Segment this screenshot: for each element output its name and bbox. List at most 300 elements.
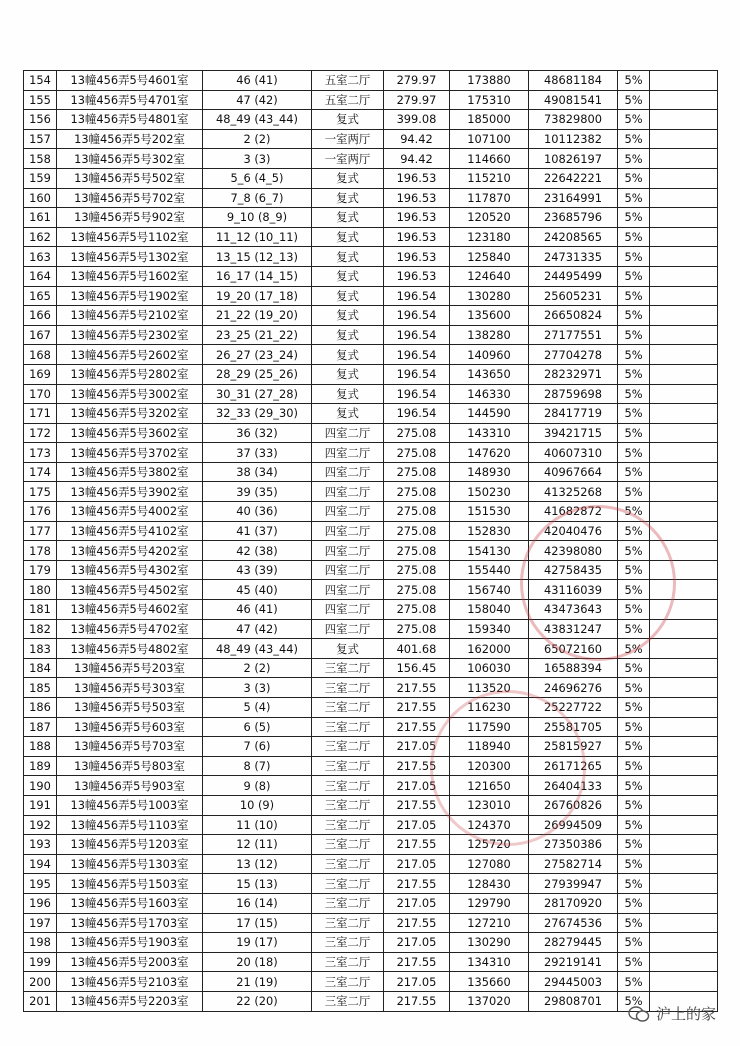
area-cell: 275.08 <box>384 502 450 522</box>
layout-type-cell: 复式 <box>312 188 384 208</box>
floor-cell: 12 (11) <box>203 835 312 855</box>
blank-cell <box>650 266 718 286</box>
table-row <box>24 266 718 286</box>
floor-cell: 9_10 (8_9) <box>203 208 312 228</box>
layout-type-cell: 四室二厅 <box>312 560 384 580</box>
table-row <box>24 423 718 443</box>
total-price-cell: 25227722 <box>529 698 618 718</box>
table-row <box>24 188 718 208</box>
layout-type-cell: 三室二厅 <box>312 756 384 776</box>
room-address-cell: 13幢456弄5号1902室 <box>57 286 203 306</box>
area-cell: 196.53 <box>384 208 450 228</box>
total-price-cell: 25815927 <box>529 737 618 757</box>
rate-cell: 5% <box>618 913 650 933</box>
area-cell: 275.08 <box>384 521 450 541</box>
table-row <box>24 678 718 698</box>
area-cell: 217.55 <box>384 678 450 698</box>
layout-type-cell: 三室二厅 <box>312 913 384 933</box>
blank-cell <box>650 698 718 718</box>
unit-price-cell: 140960 <box>450 345 529 365</box>
rate-cell: 5% <box>618 462 650 482</box>
area-cell: 279.97 <box>384 71 450 91</box>
layout-type-cell: 复式 <box>312 286 384 306</box>
area-cell: 196.54 <box>384 345 450 365</box>
unit-price-cell: 143310 <box>450 423 529 443</box>
unit-price-cell: 159340 <box>450 619 529 639</box>
table-row <box>24 991 718 1011</box>
floor-cell: 39 (35) <box>203 482 312 502</box>
area-cell: 217.55 <box>384 874 450 894</box>
table-row <box>24 482 718 502</box>
layout-type-cell: 复式 <box>312 266 384 286</box>
row-index-cell: 177 <box>24 521 57 541</box>
rate-cell: 5% <box>618 580 650 600</box>
unit-price-cell: 115210 <box>450 168 529 188</box>
blank-cell <box>650 541 718 561</box>
row-index-cell: 191 <box>24 795 57 815</box>
row-index-cell: 168 <box>24 345 57 365</box>
floor-cell: 46 (41) <box>203 71 312 91</box>
layout-type-cell: 三室二厅 <box>312 991 384 1011</box>
table-row <box>24 874 718 894</box>
unit-price-cell: 120520 <box>450 208 529 228</box>
total-price-cell: 10826197 <box>529 149 618 169</box>
row-index-cell: 199 <box>24 952 57 972</box>
unit-price-cell: 116230 <box>450 698 529 718</box>
row-index-cell: 197 <box>24 913 57 933</box>
unit-price-cell: 128430 <box>450 874 529 894</box>
total-price-cell: 26171265 <box>529 756 618 776</box>
table-row <box>24 756 718 776</box>
blank-cell <box>650 521 718 541</box>
total-price-cell: 24495499 <box>529 266 618 286</box>
row-index-cell: 189 <box>24 756 57 776</box>
row-index-cell: 181 <box>24 600 57 620</box>
row-index-cell: 169 <box>24 364 57 384</box>
row-index-cell: 160 <box>24 188 57 208</box>
row-index-cell: 190 <box>24 776 57 796</box>
floor-cell: 17 (15) <box>203 913 312 933</box>
layout-type-cell: 三室二厅 <box>312 795 384 815</box>
area-cell: 196.54 <box>384 364 450 384</box>
table-row <box>24 737 718 757</box>
area-cell: 217.05 <box>384 737 450 757</box>
layout-type-cell: 复式 <box>312 168 384 188</box>
rate-cell: 5% <box>618 423 650 443</box>
floor-cell: 11_12 (10_11) <box>203 227 312 247</box>
area-cell: 275.08 <box>384 462 450 482</box>
unit-price-cell: 124370 <box>450 815 529 835</box>
total-price-cell: 23685796 <box>529 208 618 228</box>
total-price-cell: 43831247 <box>529 619 618 639</box>
room-address-cell: 13幢456弄5号2802室 <box>57 364 203 384</box>
table-row <box>24 325 718 345</box>
area-cell: 217.05 <box>384 815 450 835</box>
rate-cell: 5% <box>618 247 650 267</box>
unit-price-cell: 135600 <box>450 306 529 326</box>
floor-cell: 16 (14) <box>203 893 312 913</box>
layout-type-cell: 复式 <box>312 384 384 404</box>
room-address-cell: 13幢456弄5号2602室 <box>57 345 203 365</box>
rate-cell: 5% <box>618 502 650 522</box>
table-row <box>24 815 718 835</box>
room-address-cell: 13幢456弄5号502室 <box>57 168 203 188</box>
table-row <box>24 462 718 482</box>
layout-type-cell: 复式 <box>312 247 384 267</box>
total-price-cell: 48681184 <box>529 71 618 91</box>
room-address-cell: 13幢456弄5号3902室 <box>57 482 203 502</box>
unit-price-cell: 129790 <box>450 893 529 913</box>
room-address-cell: 13幢456弄5号2203室 <box>57 991 203 1011</box>
row-index-cell: 157 <box>24 129 57 149</box>
blank-cell <box>650 227 718 247</box>
unit-price-cell: 155440 <box>450 560 529 580</box>
area-cell: 217.55 <box>384 795 450 815</box>
table-row <box>24 541 718 561</box>
table-row <box>24 717 718 737</box>
total-price-cell: 27177551 <box>529 325 618 345</box>
room-address-cell: 13幢456弄5号4102室 <box>57 521 203 541</box>
total-price-cell: 42040476 <box>529 521 618 541</box>
unit-price-cell: 162000 <box>450 639 529 659</box>
floor-cell: 3 (3) <box>203 149 312 169</box>
total-price-cell: 29219141 <box>529 952 618 972</box>
blank-cell <box>650 560 718 580</box>
total-price-cell: 28232971 <box>529 364 618 384</box>
row-index-cell: 193 <box>24 835 57 855</box>
row-index-cell: 198 <box>24 933 57 953</box>
row-index-cell: 178 <box>24 541 57 561</box>
area-cell: 94.42 <box>384 129 450 149</box>
blank-cell <box>650 874 718 894</box>
rate-cell: 5% <box>618 815 650 835</box>
total-price-cell: 26760826 <box>529 795 618 815</box>
room-address-cell: 13幢456弄5号1102室 <box>57 227 203 247</box>
row-index-cell: 194 <box>24 854 57 874</box>
total-price-cell: 25605231 <box>529 286 618 306</box>
row-index-cell: 180 <box>24 580 57 600</box>
rate-cell: 5% <box>618 168 650 188</box>
room-address-cell: 13幢456弄5号1203室 <box>57 835 203 855</box>
room-address-cell: 13幢456弄5号902室 <box>57 208 203 228</box>
blank-cell <box>650 325 718 345</box>
layout-type-cell: 复式 <box>312 110 384 130</box>
blank-cell <box>650 854 718 874</box>
area-cell: 196.54 <box>384 286 450 306</box>
row-index-cell: 156 <box>24 110 57 130</box>
room-address-cell: 13幢456弄5号4801室 <box>57 110 203 130</box>
area-cell: 217.55 <box>384 913 450 933</box>
total-price-cell: 24696276 <box>529 678 618 698</box>
table-row <box>24 71 718 91</box>
row-index-cell: 187 <box>24 717 57 737</box>
floor-cell: 7_8 (6_7) <box>203 188 312 208</box>
table-row <box>24 208 718 228</box>
total-price-cell: 40607310 <box>529 443 618 463</box>
area-cell: 217.55 <box>384 991 450 1011</box>
rate-cell: 5% <box>618 698 650 718</box>
layout-type-cell: 三室二厅 <box>312 893 384 913</box>
layout-type-cell: 三室二厅 <box>312 717 384 737</box>
total-price-cell: 41325268 <box>529 482 618 502</box>
rate-cell: 5% <box>618 835 650 855</box>
layout-type-cell: 三室二厅 <box>312 815 384 835</box>
area-cell: 196.53 <box>384 266 450 286</box>
total-price-cell: 28170920 <box>529 893 618 913</box>
floor-cell: 13_15 (12_13) <box>203 247 312 267</box>
table-row <box>24 404 718 424</box>
table-row <box>24 952 718 972</box>
layout-type-cell: 三室二厅 <box>312 933 384 953</box>
area-cell: 275.08 <box>384 423 450 443</box>
room-address-cell: 13幢456弄5号1602室 <box>57 266 203 286</box>
rate-cell: 5% <box>618 991 650 1011</box>
total-price-cell: 25581705 <box>529 717 618 737</box>
blank-cell <box>650 893 718 913</box>
area-cell: 275.08 <box>384 580 450 600</box>
unit-price-cell: 118940 <box>450 737 529 757</box>
layout-type-cell: 四室二厅 <box>312 423 384 443</box>
floor-cell: 48_49 (43_44) <box>203 110 312 130</box>
total-price-cell: 27674536 <box>529 913 618 933</box>
area-cell: 196.53 <box>384 227 450 247</box>
unit-price-cell: 106030 <box>450 658 529 678</box>
layout-type-cell: 一室两厅 <box>312 149 384 169</box>
unit-price-cell: 124640 <box>450 266 529 286</box>
total-price-cell: 27704278 <box>529 345 618 365</box>
floor-cell: 5_6 (4_5) <box>203 168 312 188</box>
rate-cell: 5% <box>618 600 650 620</box>
table-row <box>24 345 718 365</box>
table-row <box>24 854 718 874</box>
room-address-cell: 13幢456弄5号1302室 <box>57 247 203 267</box>
total-price-cell: 28759698 <box>529 384 618 404</box>
row-index-cell: 163 <box>24 247 57 267</box>
blank-cell <box>650 737 718 757</box>
floor-cell: 42 (38) <box>203 541 312 561</box>
unit-price-cell: 125840 <box>450 247 529 267</box>
total-price-cell: 27350386 <box>529 835 618 855</box>
blank-cell <box>650 188 718 208</box>
area-cell: 217.05 <box>384 972 450 992</box>
table-row <box>24 600 718 620</box>
blank-cell <box>650 952 718 972</box>
unit-price-cell: 130290 <box>450 933 529 953</box>
area-cell: 196.54 <box>384 306 450 326</box>
room-address-cell: 13幢456弄5号4302室 <box>57 560 203 580</box>
area-cell: 196.53 <box>384 188 450 208</box>
row-index-cell: 179 <box>24 560 57 580</box>
rate-cell: 5% <box>618 71 650 91</box>
layout-type-cell: 复式 <box>312 325 384 345</box>
row-index-cell: 166 <box>24 306 57 326</box>
area-cell: 275.08 <box>384 619 450 639</box>
layout-type-cell: 复式 <box>312 306 384 326</box>
layout-type-cell: 四室二厅 <box>312 521 384 541</box>
total-price-cell: 26994509 <box>529 815 618 835</box>
blank-cell <box>650 247 718 267</box>
total-price-cell: 39421715 <box>529 423 618 443</box>
layout-type-cell: 复式 <box>312 639 384 659</box>
layout-type-cell: 四室二厅 <box>312 580 384 600</box>
blank-cell <box>650 208 718 228</box>
table-row <box>24 639 718 659</box>
unit-price-cell: 125720 <box>450 835 529 855</box>
layout-type-cell: 一室两厅 <box>312 129 384 149</box>
table-row <box>24 443 718 463</box>
layout-type-cell: 五室二厅 <box>312 71 384 91</box>
rate-cell: 5% <box>618 854 650 874</box>
layout-type-cell: 四室二厅 <box>312 482 384 502</box>
blank-cell <box>650 462 718 482</box>
blank-cell <box>650 345 718 365</box>
blank-cell <box>650 835 718 855</box>
room-address-cell: 13幢456弄5号1103室 <box>57 815 203 835</box>
rate-cell: 5% <box>618 266 650 286</box>
unit-price-cell: 123010 <box>450 795 529 815</box>
table-row <box>24 776 718 796</box>
rate-cell: 5% <box>618 306 650 326</box>
room-address-cell: 13幢456弄5号1003室 <box>57 795 203 815</box>
blank-cell <box>650 619 718 639</box>
table-row <box>24 835 718 855</box>
table-row <box>24 933 718 953</box>
blank-cell <box>650 71 718 91</box>
row-index-cell: 165 <box>24 286 57 306</box>
floor-cell: 5 (4) <box>203 698 312 718</box>
floor-cell: 43 (39) <box>203 560 312 580</box>
table-row <box>24 560 718 580</box>
rate-cell: 5% <box>618 384 650 404</box>
row-index-cell: 170 <box>24 384 57 404</box>
blank-cell <box>650 600 718 620</box>
layout-type-cell: 三室二厅 <box>312 698 384 718</box>
floor-cell: 3 (3) <box>203 678 312 698</box>
area-cell: 217.55 <box>384 835 450 855</box>
floor-cell: 13 (12) <box>203 854 312 874</box>
room-address-cell: 13幢456弄5号203室 <box>57 658 203 678</box>
blank-cell <box>650 913 718 933</box>
row-index-cell: 188 <box>24 737 57 757</box>
rate-cell: 5% <box>618 90 650 110</box>
unit-price-cell: 156740 <box>450 580 529 600</box>
total-price-cell: 24208565 <box>529 227 618 247</box>
total-price-cell: 27582714 <box>529 854 618 874</box>
room-address-cell: 13幢456弄5号1303室 <box>57 854 203 874</box>
rate-cell: 5% <box>618 658 650 678</box>
floor-cell: 30_31 (27_28) <box>203 384 312 404</box>
layout-type-cell: 三室二厅 <box>312 874 384 894</box>
row-index-cell: 154 <box>24 71 57 91</box>
floor-cell: 21 (19) <box>203 972 312 992</box>
room-address-cell: 13幢456弄5号303室 <box>57 678 203 698</box>
table-row <box>24 502 718 522</box>
row-index-cell: 173 <box>24 443 57 463</box>
room-address-cell: 13幢456弄5号4602室 <box>57 600 203 620</box>
unit-price-cell: 127210 <box>450 913 529 933</box>
total-price-cell: 26404133 <box>529 776 618 796</box>
unit-price-cell: 138280 <box>450 325 529 345</box>
unit-price-cell: 127080 <box>450 854 529 874</box>
room-address-cell: 13幢456弄5号302室 <box>57 149 203 169</box>
area-cell: 156.45 <box>384 658 450 678</box>
row-index-cell: 175 <box>24 482 57 502</box>
blank-cell <box>650 90 718 110</box>
room-address-cell: 13幢456弄5号803室 <box>57 756 203 776</box>
rate-cell: 5% <box>618 639 650 659</box>
row-index-cell: 195 <box>24 874 57 894</box>
table-row <box>24 110 718 130</box>
floor-cell: 23_25 (21_22) <box>203 325 312 345</box>
rate-cell: 5% <box>618 717 650 737</box>
table-row <box>24 580 718 600</box>
rate-cell: 5% <box>618 129 650 149</box>
area-cell: 399.08 <box>384 110 450 130</box>
rate-cell: 5% <box>618 795 650 815</box>
rate-cell: 5% <box>618 325 650 345</box>
row-index-cell: 183 <box>24 639 57 659</box>
floor-cell: 6 (5) <box>203 717 312 737</box>
unit-price-cell: 123180 <box>450 227 529 247</box>
room-address-cell: 13幢456弄5号4002室 <box>57 502 203 522</box>
table-row <box>24 913 718 933</box>
unit-price-cell: 121650 <box>450 776 529 796</box>
layout-type-cell: 三室二厅 <box>312 658 384 678</box>
floor-cell: 11 (10) <box>203 815 312 835</box>
rate-cell: 5% <box>618 364 650 384</box>
table-row <box>24 384 718 404</box>
layout-type-cell: 三室二厅 <box>312 972 384 992</box>
floor-cell: 41 (37) <box>203 521 312 541</box>
room-address-cell: 13幢456弄5号1603室 <box>57 893 203 913</box>
unit-price-cell: 185000 <box>450 110 529 130</box>
row-index-cell: 184 <box>24 658 57 678</box>
row-index-cell: 196 <box>24 893 57 913</box>
unit-price-cell: 173880 <box>450 71 529 91</box>
layout-type-cell: 五室二厅 <box>312 90 384 110</box>
floor-cell: 46 (41) <box>203 600 312 620</box>
area-cell: 275.08 <box>384 600 450 620</box>
floor-cell: 28_29 (25_26) <box>203 364 312 384</box>
unit-price-cell: 150230 <box>450 482 529 502</box>
rate-cell: 5% <box>618 560 650 580</box>
table-row <box>24 521 718 541</box>
blank-cell <box>650 129 718 149</box>
total-price-cell: 28279445 <box>529 933 618 953</box>
room-address-cell: 13幢456弄5号4502室 <box>57 580 203 600</box>
total-price-cell: 42758435 <box>529 560 618 580</box>
unit-price-cell: 130280 <box>450 286 529 306</box>
unit-price-cell: 175310 <box>450 90 529 110</box>
rate-cell: 5% <box>618 521 650 541</box>
blank-cell <box>650 149 718 169</box>
room-address-cell: 13幢456弄5号903室 <box>57 776 203 796</box>
floor-cell: 47 (42) <box>203 619 312 639</box>
layout-type-cell: 三室二厅 <box>312 854 384 874</box>
total-price-cell: 16588394 <box>529 658 618 678</box>
layout-type-cell: 复式 <box>312 364 384 384</box>
rate-cell: 5% <box>618 345 650 365</box>
room-address-cell: 13幢456弄5号702室 <box>57 188 203 208</box>
table-row <box>24 286 718 306</box>
rate-cell: 5% <box>618 188 650 208</box>
layout-type-cell: 复式 <box>312 404 384 424</box>
unit-price-cell: 151530 <box>450 502 529 522</box>
table-row <box>24 306 718 326</box>
rate-cell: 5% <box>618 443 650 463</box>
watermark-text: 沪上的家 <box>655 1005 716 1023</box>
row-index-cell: 201 <box>24 991 57 1011</box>
